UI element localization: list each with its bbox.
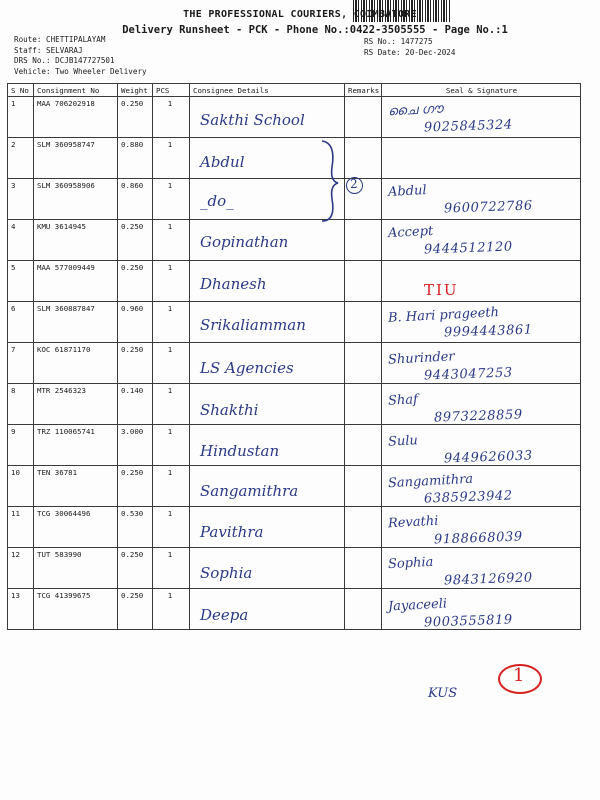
handwritten-signature: Jayaceeli bbox=[387, 596, 448, 615]
runsheet-table bbox=[7, 83, 581, 630]
cell-sno: 12 bbox=[8, 548, 34, 589]
handwritten-consignee: Shakthi bbox=[200, 401, 259, 419]
cell-pcs: 1 bbox=[153, 97, 190, 138]
table-row bbox=[8, 138, 581, 179]
handwritten-phone: 9994443861 bbox=[443, 322, 533, 341]
col-header-weight: Weight bbox=[118, 84, 153, 97]
cell-remarks bbox=[345, 507, 382, 548]
cell-consignment-no: SLM 360887847 bbox=[34, 302, 118, 343]
handwritten-consignee: Hindustan bbox=[200, 442, 280, 460]
handwritten-signature: ചൈ ഗൗ bbox=[387, 101, 444, 120]
handwritten-consignee: Sakthi School bbox=[200, 111, 305, 129]
cell-weight: 0.140 bbox=[118, 384, 153, 425]
handwritten-consignee: _do_ bbox=[200, 192, 234, 210]
col-header-sno: S No bbox=[8, 84, 34, 97]
cell-consignment-no: TUT 583990 bbox=[34, 548, 118, 589]
handwritten-phone: 9188668039 bbox=[433, 529, 523, 548]
cell-weight: 0.250 bbox=[118, 261, 153, 302]
cell-pcs: 1 bbox=[153, 507, 190, 548]
cell-sno: 1 bbox=[8, 97, 34, 138]
handwritten-consignee: LS Agencies bbox=[200, 359, 294, 377]
handwritten-signature: Accept bbox=[387, 223, 434, 242]
cell-weight: 0.530 bbox=[118, 507, 153, 548]
handwritten-signature: Sulu bbox=[387, 433, 419, 450]
handwritten-phone: 9444512120 bbox=[423, 239, 513, 258]
cell-remarks bbox=[345, 466, 382, 507]
company-name: THE PROFESSIONAL COURIERS, COIMBATORE bbox=[183, 9, 417, 20]
cell-pcs: 1 bbox=[153, 343, 190, 384]
cell-remarks bbox=[345, 425, 382, 466]
cell-weight: 0.960 bbox=[118, 302, 153, 343]
cell-consignment-no: TCG 30064496 bbox=[34, 507, 118, 548]
handwritten-consignee: Gopinathan bbox=[200, 233, 289, 251]
col-header-signature: Seal & Signature bbox=[382, 84, 581, 97]
cell-weight: 0.250 bbox=[118, 97, 153, 138]
handwritten-consignee: Dhanesh bbox=[200, 275, 267, 293]
cell-sno: 9 bbox=[8, 425, 34, 466]
cell-remarks bbox=[345, 302, 382, 343]
cell-pcs: 1 bbox=[153, 138, 190, 179]
cell-weight: 0.250 bbox=[118, 466, 153, 507]
cell-pcs: 1 bbox=[153, 302, 190, 343]
cell-remarks bbox=[345, 548, 382, 589]
handwritten-consignee: Srikaliamman bbox=[200, 316, 306, 334]
table-row bbox=[8, 261, 581, 302]
handwritten-signature: Shaf bbox=[387, 392, 419, 409]
cell-pcs: 1 bbox=[153, 589, 190, 630]
drs-number: DRS No.: DCJB147727501 bbox=[14, 56, 115, 65]
cell-weight: 0.880 bbox=[118, 138, 153, 179]
cell-remarks bbox=[345, 261, 382, 302]
vehicle-label: Vehicle: Two Wheeler Delivery bbox=[14, 66, 147, 76]
handwritten-phone: 6385923942 bbox=[423, 488, 513, 507]
cell-consignment-no: KMU 3614945 bbox=[34, 220, 118, 261]
handwritten-signature: Shurinder bbox=[387, 349, 455, 368]
cell-sno: 4 bbox=[8, 220, 34, 261]
cell-weight: 0.250 bbox=[118, 548, 153, 589]
handwritten-consignee: Deepa bbox=[200, 606, 249, 624]
cell-pcs: 1 bbox=[153, 425, 190, 466]
cell-weight: 0.250 bbox=[118, 589, 153, 630]
cell-remarks bbox=[345, 97, 382, 138]
cell-sno: 10 bbox=[8, 466, 34, 507]
cell-weight: 0.250 bbox=[118, 343, 153, 384]
row5-remark: TIU bbox=[424, 281, 459, 299]
cell-consignment-no: KOC 61871170 bbox=[34, 343, 118, 384]
handwritten-phone: 9003555819 bbox=[423, 612, 513, 631]
handwritten-phone: 9449626033 bbox=[443, 448, 533, 467]
cell-remarks bbox=[345, 138, 382, 179]
cell-sno: 3 bbox=[8, 179, 34, 220]
cell-sno: 8 bbox=[8, 384, 34, 425]
cell-weight: 3.000 bbox=[118, 425, 153, 466]
cell-pcs: 1 bbox=[153, 179, 190, 220]
cell-sno: 6 bbox=[8, 302, 34, 343]
cell-consignment-no: MTR 2546323 bbox=[34, 384, 118, 425]
cell-pcs: 1 bbox=[153, 466, 190, 507]
cell-consignment-no: TCG 41399675 bbox=[34, 589, 118, 630]
cell-sno: 7 bbox=[8, 343, 34, 384]
cell-weight: 0.860 bbox=[118, 179, 153, 220]
handwritten-phone: 9443047253 bbox=[423, 365, 513, 384]
handwritten-signature: Sangamithra bbox=[387, 471, 474, 492]
staff-label: Staff: SELVARAJ bbox=[14, 45, 83, 55]
handwritten-consignee: Abdul bbox=[200, 153, 245, 171]
cell-pcs: 1 bbox=[153, 220, 190, 261]
handwritten-phone: 8973228859 bbox=[433, 407, 523, 426]
cell-sno: 11 bbox=[8, 507, 34, 548]
cell-consignment-no: SLM 360958906 bbox=[34, 179, 118, 220]
handwritten-phone: 9843126920 bbox=[443, 570, 533, 589]
sheet-meta-right bbox=[364, 37, 455, 58]
cell-weight: 0.250 bbox=[118, 220, 153, 261]
sheet-meta-left bbox=[14, 35, 147, 77]
rs-date: RS Date: 20-Dec-2024 bbox=[364, 47, 456, 57]
cell-remarks bbox=[345, 220, 382, 261]
cell-signature bbox=[382, 261, 581, 302]
col-header-remarks: Remarks bbox=[345, 84, 382, 97]
handwritten-consignee: Pavithra bbox=[200, 523, 264, 541]
route-label: Route: CHETTIPALAYAM bbox=[14, 35, 106, 44]
runsheet-title: Delivery Runsheet - PCK - Phone No.:0422-3505555 - Page No.:1 bbox=[122, 24, 508, 36]
cell-remarks bbox=[345, 343, 382, 384]
handwritten-signature: Revathi bbox=[387, 513, 439, 532]
footer-circled-number: 1 bbox=[513, 665, 525, 686]
footer-initials: KUS bbox=[428, 686, 458, 701]
handwritten-signature: Sophia bbox=[387, 554, 434, 573]
handwritten-phone: 9025845324 bbox=[423, 117, 513, 136]
cell-remarks bbox=[345, 384, 382, 425]
cell-signature bbox=[382, 138, 581, 179]
cell-sno: 5 bbox=[8, 261, 34, 302]
cell-sno: 13 bbox=[8, 589, 34, 630]
brace-mark bbox=[318, 137, 342, 225]
cell-pcs: 1 bbox=[153, 261, 190, 302]
handwritten-signature: Abdul bbox=[387, 183, 427, 200]
handwritten-phone: 9600722786 bbox=[443, 198, 533, 217]
cell-consignment-no: MAA 706202918 bbox=[34, 97, 118, 138]
handwritten-consignee: Sangamithra bbox=[200, 482, 299, 500]
table-header-row bbox=[8, 84, 581, 97]
cell-remarks bbox=[345, 589, 382, 630]
brace-number: 2 bbox=[350, 177, 358, 191]
cell-consignment-no: TRZ 110065741 bbox=[34, 425, 118, 466]
cell-pcs: 1 bbox=[153, 548, 190, 589]
handwritten-consignee: Sophia bbox=[200, 564, 253, 582]
col-header-consignee: Consignee Details bbox=[190, 84, 345, 97]
cell-sno: 2 bbox=[8, 138, 34, 179]
rs-number: RS No.: 1477275 bbox=[364, 37, 433, 46]
col-header-consignment: Consignment No bbox=[34, 84, 118, 97]
cell-consignment-no: SLM 360958747 bbox=[34, 138, 118, 179]
cell-pcs: 1 bbox=[153, 384, 190, 425]
col-header-pcs: PCS bbox=[153, 84, 190, 97]
cell-consignment-no: MAA 577009449 bbox=[34, 261, 118, 302]
handwritten-signature: B. Hari prageeth bbox=[387, 305, 500, 326]
cell-consignment-no: TEN 36781 bbox=[34, 466, 118, 507]
